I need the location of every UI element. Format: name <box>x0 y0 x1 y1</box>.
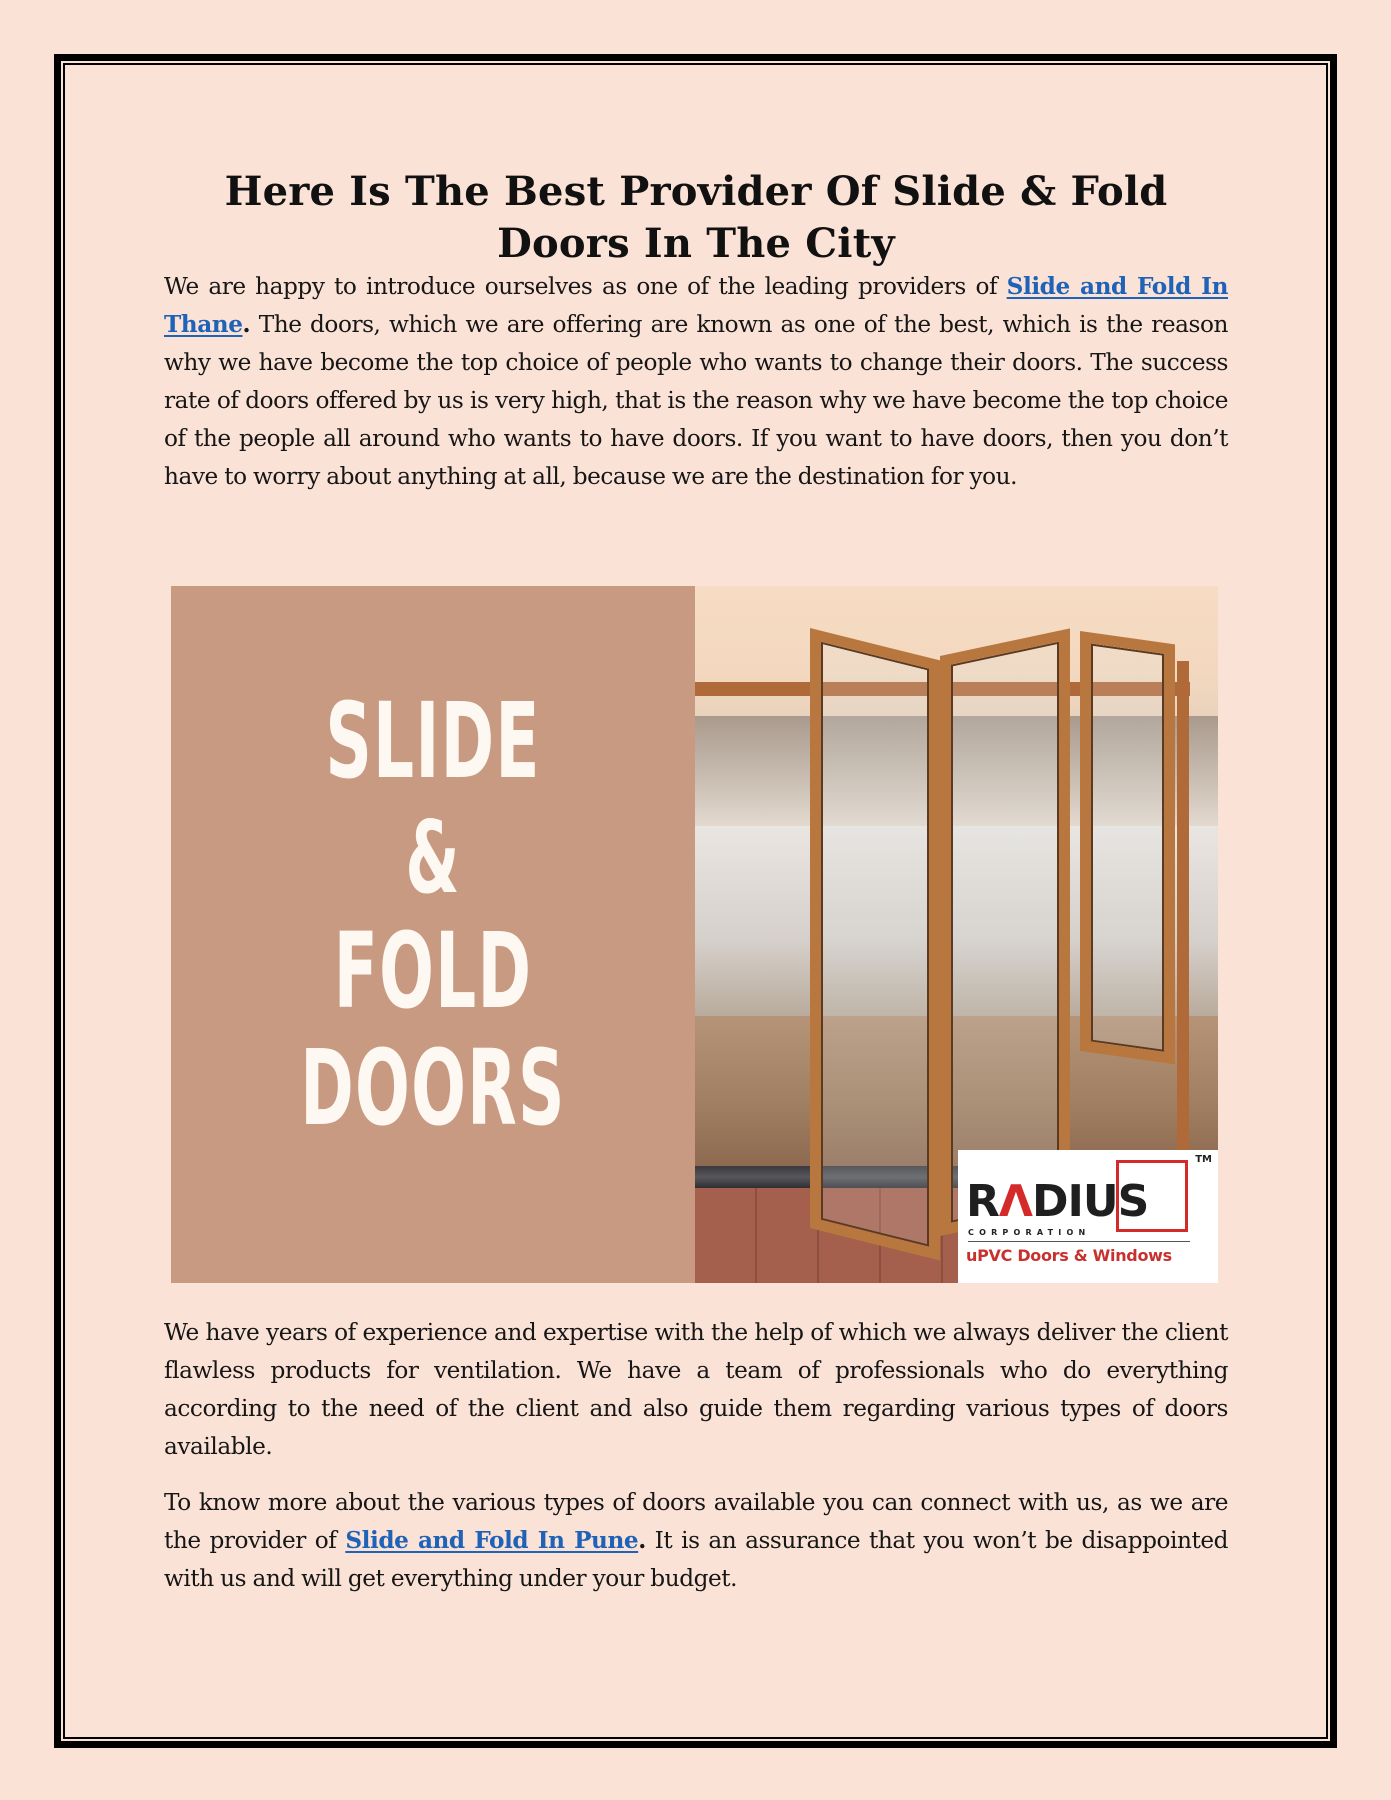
logo-name-rest: DIUS <box>1031 1176 1149 1227</box>
link-slide-and-fold-pune[interactable]: Slide and Fold In Pune <box>345 1527 639 1554</box>
folding-door-panel-1 <box>810 628 940 1260</box>
hero-word-ampersand: & <box>405 799 461 916</box>
hero-title-panel <box>171 586 695 1283</box>
folding-door-panel-2 <box>940 628 1070 1236</box>
intro-text-after: The doors, which we are offering are known as one of the best, which is the reason why we have become the top choice of people who wants to change their doors. The success rate of doors offered by us is very high, that is the reason why we have become the top choice of the people all around who wants to have doors. If you want to have doors, then you don’t have to worry about anything at all, because we are the destination for you. <box>164 311 1228 490</box>
page-title: Here Is The Best Provider Of Slide & Fold Doors In The City <box>224 168 1168 267</box>
hero-word-fold: FOLD <box>333 910 533 1032</box>
logo-name <box>966 1176 1149 1227</box>
contact-text-after: It is an assurance that you won’t be disappointed with us and will get everything under your budget. <box>164 1527 1229 1592</box>
hero-word-doors: DOORS <box>300 1027 566 1149</box>
contact-link-punct: . <box>638 1527 646 1554</box>
logo-divider <box>968 1241 1190 1242</box>
contact-paragraph <box>164 1484 1228 1598</box>
intro-text-before: We are happy to introduce ourselves as one of the leading providers of <box>164 273 1007 300</box>
logo-subtitle: CORPORATION <box>968 1228 1091 1237</box>
hero-word-slide: SLIDE <box>325 680 541 802</box>
photo-door-jamb <box>1177 661 1189 1191</box>
logo-tagline: uPVC Doors & Windows <box>966 1246 1172 1265</box>
logo-trademark: TM <box>1195 1154 1212 1165</box>
hero-words <box>171 586 695 1283</box>
folding-door-panel-3 <box>1080 631 1175 1064</box>
logo-compass-icon: Λ <box>998 1176 1032 1227</box>
logo-name-r: R <box>966 1176 999 1227</box>
intro-paragraph <box>164 268 1228 496</box>
intro-link-punct: . <box>242 311 251 338</box>
contact-text-before: To know more about the various types of doors available you can connect with us, as we are the provider of <box>164 1489 1228 1554</box>
hero-image <box>171 586 1218 1283</box>
radius-logo <box>958 1150 1218 1283</box>
experience-paragraph: We have years of experience and expertise with the help of which we always deliver the client flawless products for ventilation. We have a team of professionals who do everything according to the need of the client and also guide them regarding various types of doors available. <box>164 1319 1228 1460</box>
link-slide-and-fold-thane[interactable]: Slide and Fold In Thane <box>164 273 1228 338</box>
